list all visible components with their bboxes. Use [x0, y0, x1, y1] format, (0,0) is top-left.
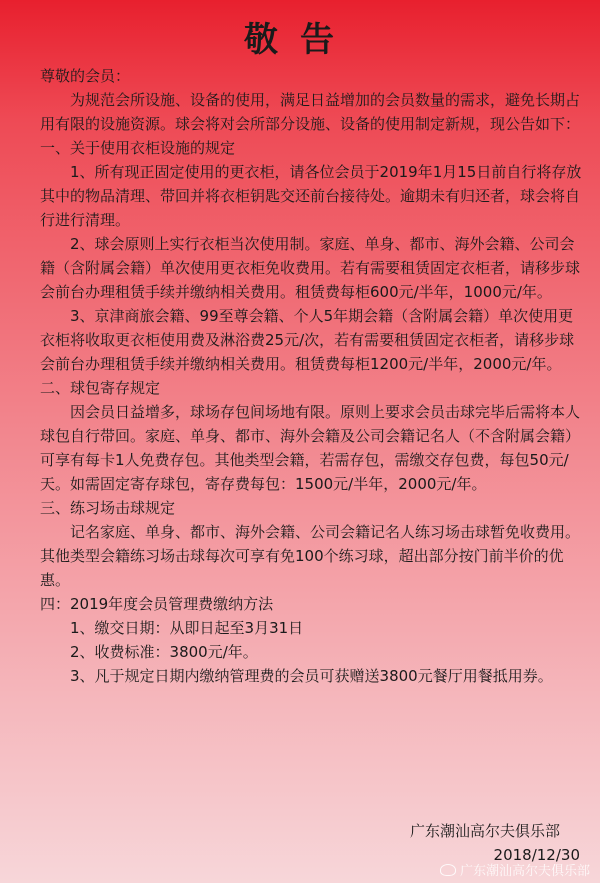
section1-item-3: 3、京津商旅会籍、99至尊会籍、个人5年期会籍（含附属会籍）单次使用更衣柜将收取更衣柜使用费及淋浴费25元/次，若有需要租赁固定衣柜者，请移步球会前台办理租赁手续并缴纳相关费用。租赁费每柜1200元/半年，2000元/年。: [40, 307, 575, 373]
section2-body: 因会员日益增多，球场存包间场地有限。原则上要求会员击球完毕后需将本人球包自行带回。家庭、单身、都市、海外会籍及公司会籍记名人（不含附属会籍）可享有每卡1人免费存包。其他类型会籍，若需存包，需缴交存包费，每包50元/天。如需固定寄存球包，寄存费每包：1500元/半年，2000元/年。: [40, 403, 581, 493]
intro-paragraph: 为规范会所设施、设备的使用，满足日益增加的会员数量的需求，避免长期占用有限的设施资源。球会将对会所部分设施、设备的使用制定新规，现公告如下：: [40, 91, 581, 133]
watermark-text: 广东潮汕高尔夫俱乐部: [459, 864, 590, 879]
notice-body: [40, 64, 588, 688]
section3-heading: 三、练习场击球规定: [40, 499, 176, 517]
greeting: 尊敬的会员：: [40, 67, 131, 85]
section3-body: 记名家庭、单身、都市、海外会籍、公司会籍记名人练习场击球暂免收费用。其他类型会籍练习场击球每次可享有免100个练习球，超出部分按门前半价的优惠。: [40, 523, 581, 589]
section1-item-1: 1、所有现正固定使用的更衣柜，请各位会员于2019年1月15日前自行将存放其中的物品清理、带回并将衣柜钥匙交还前台接待处。逾期未有归还者，球会将自行进行清理。: [40, 163, 582, 229]
section4-heading: 四：2019年度会员管理费缴纳方法: [40, 595, 274, 613]
section1-heading: 一、关于使用衣柜设施的规定: [40, 139, 236, 157]
section4-item-3: 3、凡于规定日期内缴纳管理费的会员可获赠送3800元餐厅用餐抵用券。: [70, 667, 553, 685]
chat-bubble-icon: [440, 864, 456, 876]
notice-date: 2018/12/30: [493, 846, 580, 864]
signature: 广东潮汕高尔夫俱乐部: [409, 822, 560, 840]
section4-item-2: 2、收费标准：3800元/年。: [70, 643, 258, 661]
section2-heading: 二、球包寄存规定: [40, 379, 161, 397]
watermark: [440, 860, 590, 879]
section1-item-2: 2、球会原则上实行衣柜当次使用制。家庭、单身、都市、海外会籍、公司会籍（含附属会籍）单次使用更衣柜免收费用。若有需要租赁固定衣柜者，请移步球会前台办理租赁手续并缴纳相关费用。租赁费每柜600元/半年，1000元/年。: [40, 235, 581, 301]
notice-title: 敬告: [244, 20, 356, 60]
section4-item-1: 1、缴交日期：从即日起至3月31日: [70, 619, 304, 637]
